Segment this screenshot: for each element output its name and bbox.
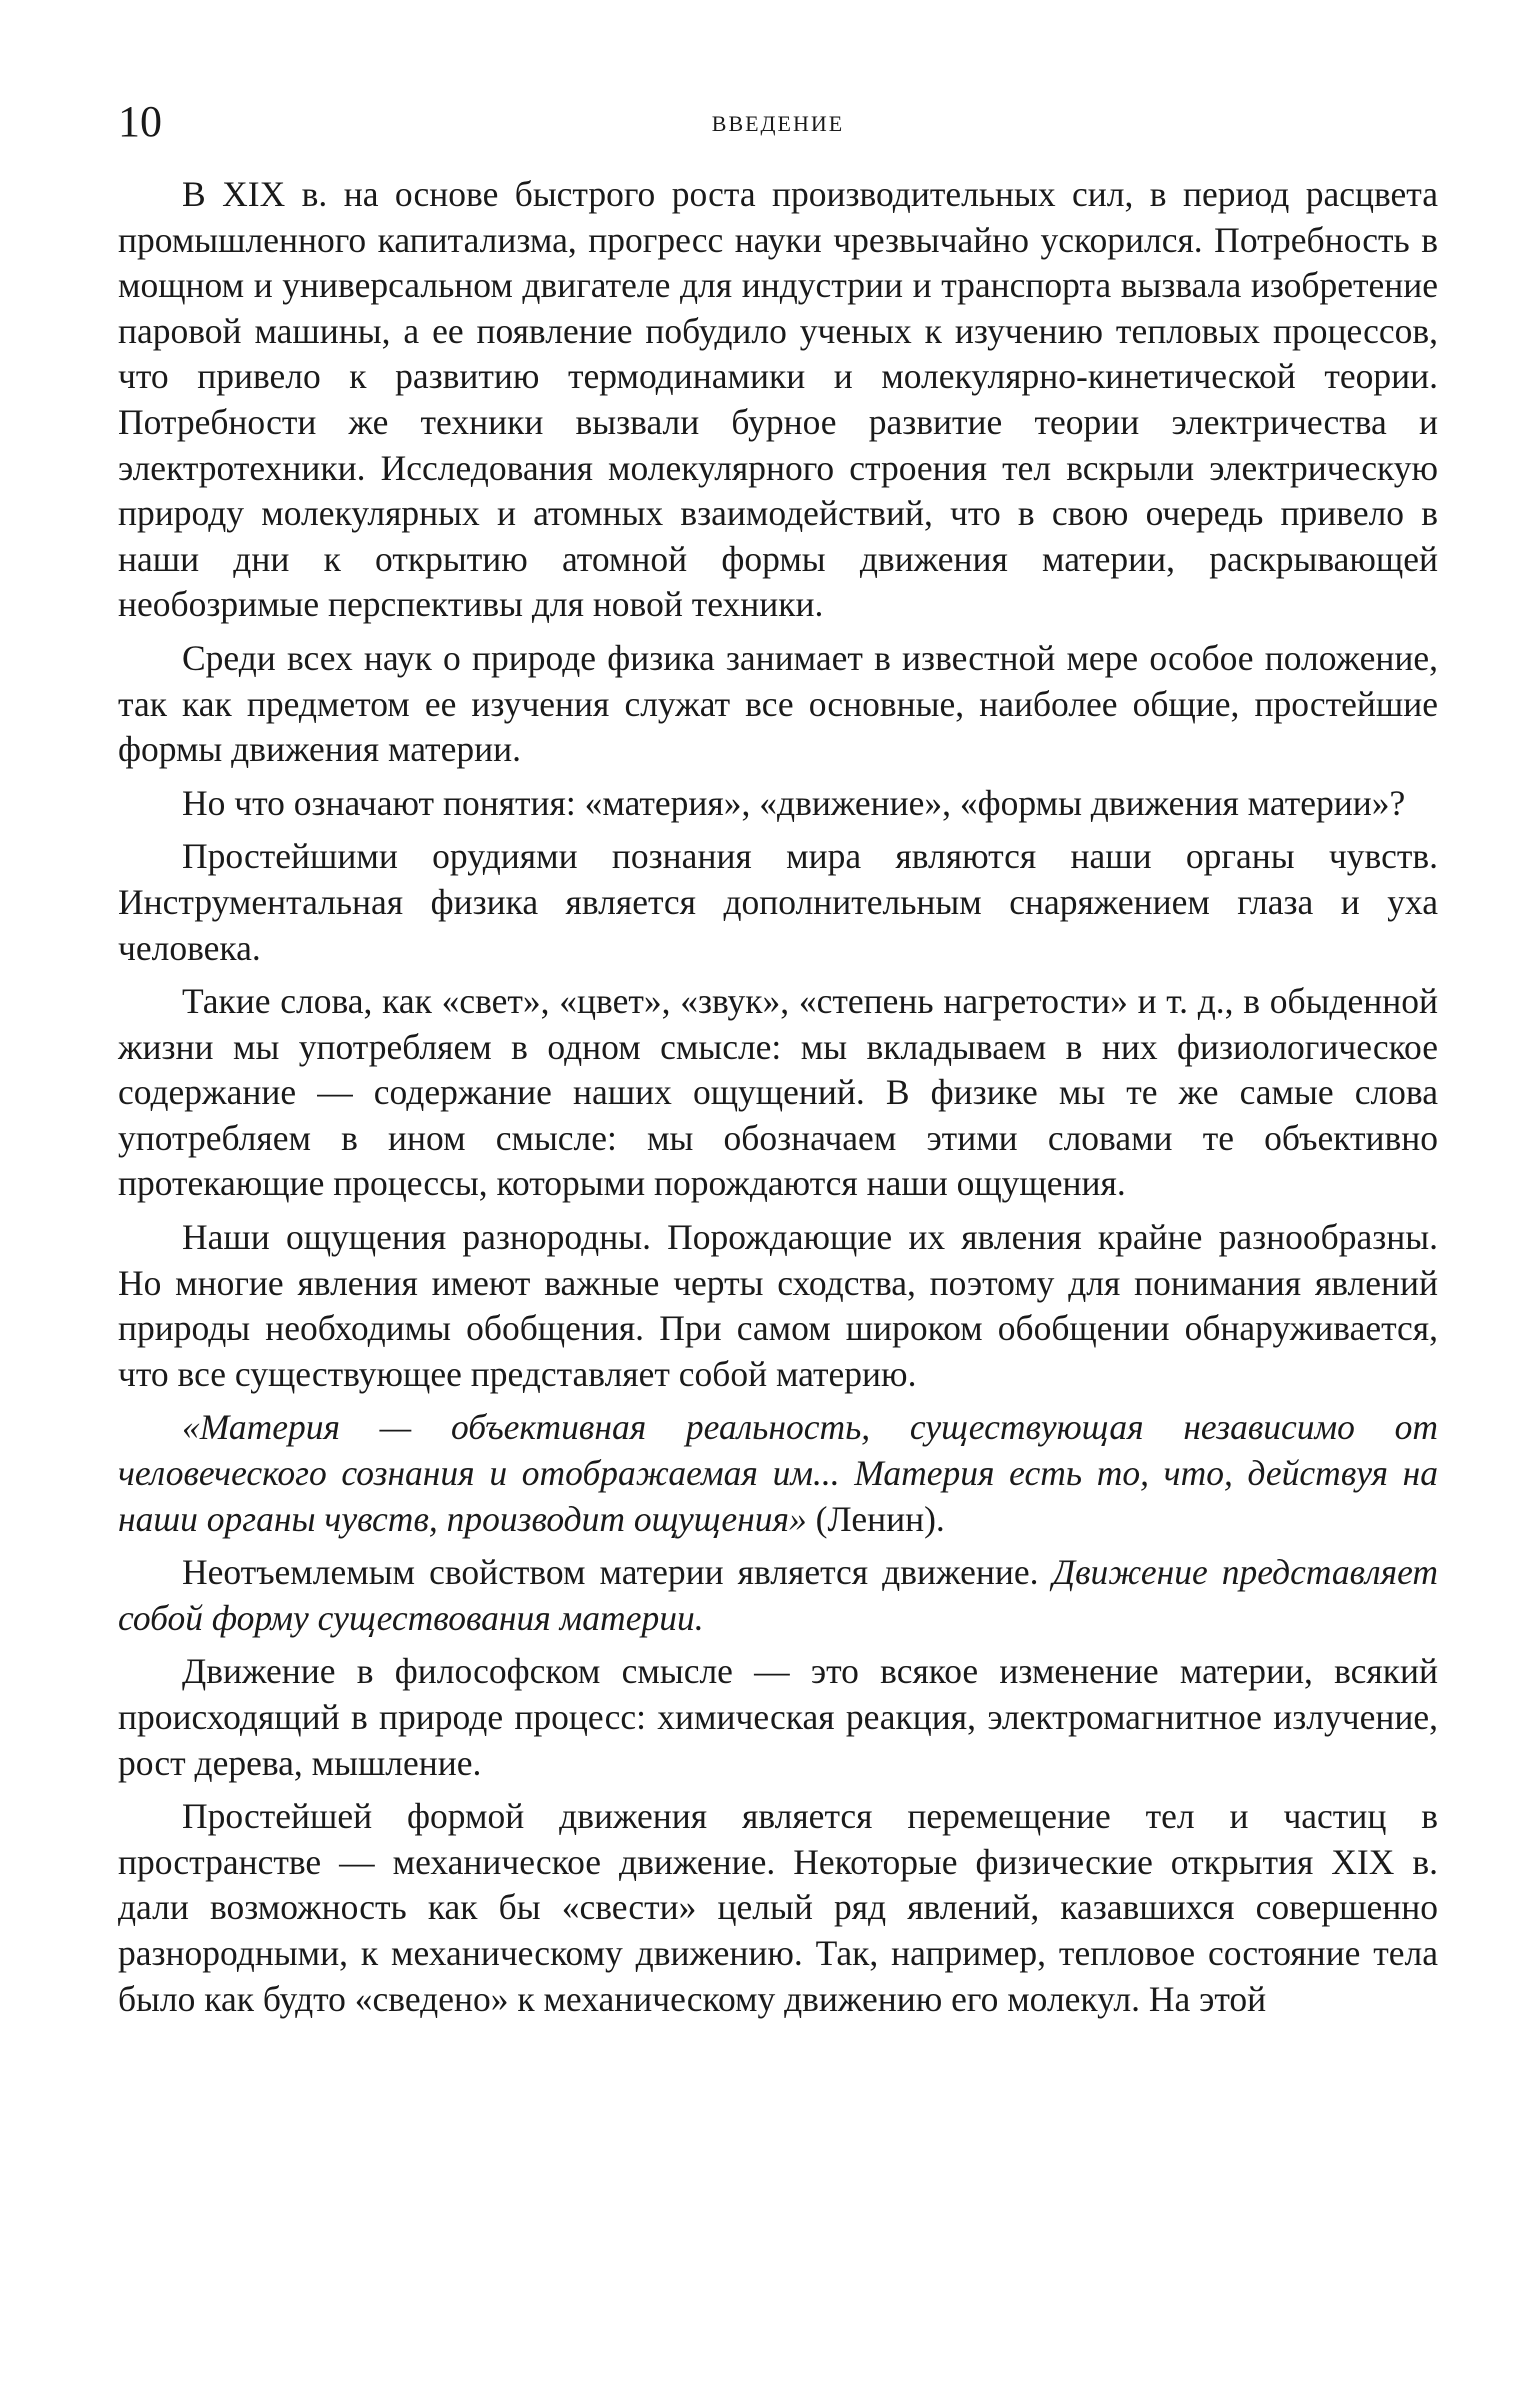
paragraph-3: Но что означают понятия: «материя», «движение», «формы движения материи»?	[182, 782, 1406, 823]
paragraph-8-emphasis: Движение представляет собой форму существования материи.	[118, 1552, 1438, 1638]
paragraph-2: Среди всех наук о природе физика занимает в известной мере особое положение, так как предметом ее изучения служат все основные, наиболее общие, простейшие формы движения материи.	[118, 637, 1438, 770]
running-title: ВВЕДЕНИЕ	[711, 111, 845, 136]
paragraph-5: Такие слова, как «свет», «цвет», «звук», «степень нагретости» и т. д., в обыденной жизни мы употребляем в одном смысле: мы вкладываем в них физиологическое содержание — содержание наших ощущений. В физике мы те же самые слова употребляем в ином смысле: мы обозначаем этими словами те объективно протекающие процессы, которыми порождаются наши ощущения.	[118, 981, 1438, 1204]
page-header	[118, 92, 1438, 152]
body-text	[118, 172, 1438, 2030]
paragraph-1: В XIX в. на основе быстрого роста производительных сил, в период расцвета промышленного капитализма, прогресс науки чрезвычайно ускорился. Потребность в мощном и универсальном двигателе для индустрии и транспорта вызвала изобретение паровой машины, а ее появление побудило ученых к изучению тепловых процессов, что привело к развитию термодинамики и молекулярно-кинетической теории. Потребности же техники вызвали бурное развитие теории электричества и электротехники. Исследования молекулярного строения тел вскрыли электрическую природу молекулярных и атомных взаимодействий, что в свою очередь привело в наши дни к открытию атомной формы движения материи, раскрывающей необозримые перспективы для новой техники.	[118, 174, 1438, 625]
paragraph-8	[118, 1550, 1438, 1641]
lenin-quote: «Материя — объективная реальность, существующая независимо от человеческого сознания и отображаемая им... Материя есть то, что, действуя на наши органы чувств, производит ощущения»	[118, 1407, 1438, 1539]
page-number: 10	[118, 97, 162, 146]
paragraph-4: Простейшими орудиями познания мира являются наши органы чувств. Инструментальная физика является дополнительным снаряжением глаза и уха человека.	[118, 836, 1438, 968]
paragraph-10: Простейшей формой движения является перемещение тел и частиц в пространстве — механическое движение. Некоторые физические открытия XIX в. дали возможность как бы «свести» целый ряд явлений, казавшихся совершенно разнородными, к механическому движению. Так, например, тепловое состояние тела было как будто «сведено» к механическому движению его молекул. На этой	[118, 1796, 1438, 2019]
paragraph-8-text: Неотъемлемым свойством материи является движение.	[182, 1552, 1039, 1593]
paragraph-7-quote-block	[118, 1405, 1438, 1542]
quote-source: (Ленин).	[815, 1498, 945, 1539]
paragraph-6: Наши ощущения разнородны. Порождающие их явления крайне разнообразны. Но многие явления имеют важные черты сходства, поэтому для понимания явлений природы необходимы обобщения. При самом широком обобщении обнаруживается, что все существующее представляет собой материю.	[118, 1217, 1438, 1394]
paragraph-9: Движение в философском смысле — это всякое изменение материи, всякий происходящий в природе процесс: химическая реакция, электромагнитное излучение, рост дерева, мышление.	[118, 1651, 1438, 1783]
